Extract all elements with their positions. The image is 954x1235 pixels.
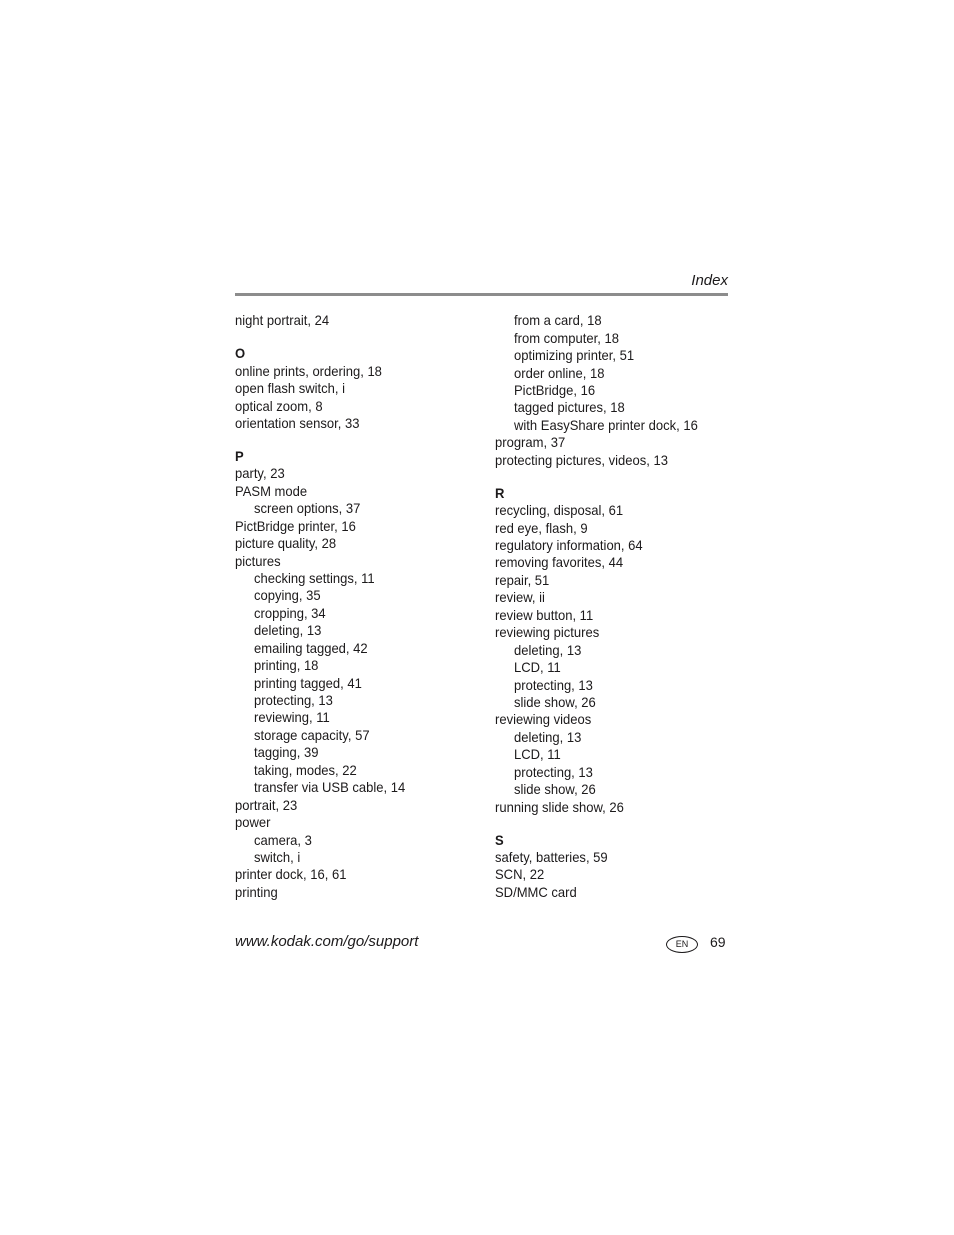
index-column-right <box>495 312 735 901</box>
index-subentry: emailing tagged, 42 <box>254 639 368 656</box>
index-subentry: slide show, 26 <box>514 693 596 710</box>
header-divider <box>235 293 728 296</box>
index-letter-heading: R <box>495 484 505 501</box>
index-letter-heading: O <box>235 345 246 362</box>
index-subentry: PictBridge, 16 <box>514 382 596 399</box>
index-subentry: order online, 18 <box>514 364 605 381</box>
index-column-left <box>235 312 475 901</box>
index-entry: portrait, 23 <box>235 796 298 813</box>
index-entry: printing <box>235 883 278 900</box>
language-badge: EN <box>666 936 698 953</box>
index-entry: review, ii <box>495 589 545 606</box>
index-entry: regulatory information, 64 <box>495 537 643 554</box>
index-entry: pictures <box>235 552 281 569</box>
index-subentry: LCD, 11 <box>514 746 561 763</box>
index-subentry: taking, modes, 22 <box>254 761 357 778</box>
index-subentry: screen options, 37 <box>254 500 361 517</box>
index-subentry: with EasyShare printer dock, 16 <box>514 416 698 433</box>
index-entry: picture quality, 28 <box>235 535 337 552</box>
index-subentry: switch, i <box>254 848 301 865</box>
index-subentry: copying, 35 <box>254 587 321 604</box>
index-entry: reviewing pictures <box>495 624 600 641</box>
index-subentry: checking settings, 11 <box>254 569 375 586</box>
index-entry: optical zoom, 8 <box>235 397 323 414</box>
index-entry: repair, 51 <box>495 571 550 588</box>
index-subentry: reviewing, 11 <box>254 709 330 726</box>
index-subentry: deleting, 13 <box>514 641 582 658</box>
index-subentry: protecting, 13 <box>514 676 593 693</box>
index-subentry: cropping, 34 <box>254 604 326 621</box>
index-entry: power <box>235 814 271 831</box>
index-entry: review button, 11 <box>495 606 594 623</box>
index-entry: removing favorites, 44 <box>495 554 624 571</box>
index-subentry: optimizing printer, 51 <box>514 347 635 364</box>
index-entry: party, 23 <box>235 465 285 482</box>
index-subentry: deleting, 13 <box>254 622 322 639</box>
index-entry: red eye, flash, 9 <box>495 519 588 536</box>
index-entry: program, 37 <box>495 434 566 451</box>
index-entry: SD/MMC card <box>495 883 577 900</box>
index-entry: PictBridge printer, 16 <box>235 517 356 534</box>
index-subentry: camera, 3 <box>254 831 312 848</box>
index-entry: reviewing videos <box>495 711 592 728</box>
index-subentry: printing, 18 <box>254 657 319 674</box>
index-entry: PASM mode <box>235 482 308 499</box>
index-subentry: printing tagged, 41 <box>254 674 362 691</box>
index-subentry: protecting, 13 <box>514 763 593 780</box>
index-subentry: storage capacity, 57 <box>254 726 370 743</box>
index-subentry: deleting, 13 <box>514 728 582 745</box>
index-entry: safety, batteries, 59 <box>495 848 608 865</box>
footer-support-url: www.kodak.com/go/support <box>235 933 419 950</box>
index-entry: online prints, ordering, 18 <box>235 362 382 379</box>
index-subentry: transfer via USB cable, 14 <box>254 779 406 796</box>
index-entry: recycling, disposal, 61 <box>495 502 624 519</box>
index-subentry: from computer, 18 <box>514 329 619 346</box>
index-subentry: tagged pictures, 18 <box>514 399 625 416</box>
index-subentry: from a card, 18 <box>514 312 602 329</box>
index-entry: orientation sensor, 33 <box>235 414 360 431</box>
index-entry: protecting pictures, videos, 13 <box>495 451 668 468</box>
index-subentry: LCD, 11 <box>514 659 561 676</box>
index-entry: SCN, 22 <box>495 866 545 883</box>
index-entry: printer dock, 16, 61 <box>235 866 347 883</box>
index-entry: open flash switch, i <box>235 380 346 397</box>
page-header-title: Index <box>691 272 728 289</box>
index-letter-heading: P <box>235 447 244 464</box>
page-number: 69 <box>710 934 726 950</box>
index-subentry: tagging, 39 <box>254 744 319 761</box>
index-subentry: protecting, 13 <box>254 692 333 709</box>
index-entry: running slide show, 26 <box>495 798 624 815</box>
index-entry: night portrait, 24 <box>235 312 330 329</box>
index-subentry: slide show, 26 <box>514 781 596 798</box>
index-letter-heading: S <box>495 831 504 848</box>
